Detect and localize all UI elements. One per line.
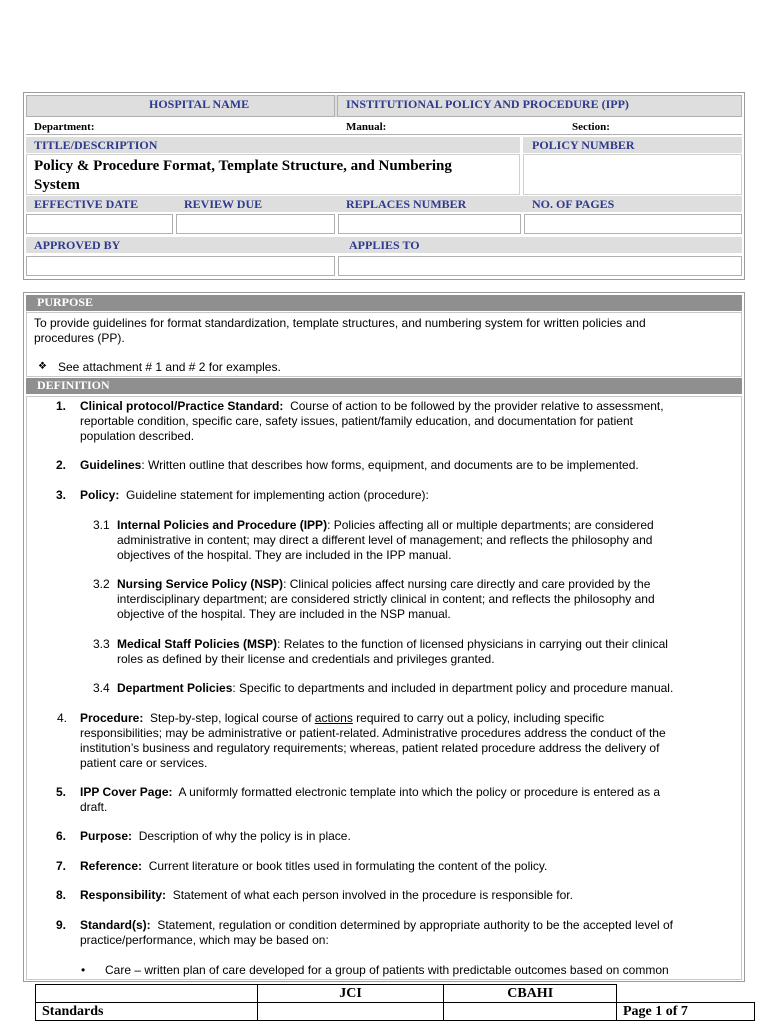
replaces-number-label: REPLACES NUMBER (346, 197, 467, 211)
def-5-line2: draft. (80, 800, 108, 814)
footer-jci-value (257, 1003, 444, 1021)
def-9-num: 9. (56, 918, 67, 932)
def-6-line1 (80, 829, 351, 844)
footer-page-number: Page 1 of 7 (617, 1003, 755, 1021)
replaces-number-cell (338, 214, 521, 234)
footer-empty-cell-2 (617, 985, 755, 1003)
def-6-text: Description of why the policy is in place. (138, 829, 351, 843)
def-7-term: Reference: (80, 859, 143, 873)
sub-3-3-line2: roles as defined by their license and credentials and privileges granted. (117, 652, 495, 666)
sub-3-1-num: 3.1 (93, 518, 110, 532)
sub-3-2-text: : Clinical policies affect nursing care directly and care provided by the (283, 577, 651, 591)
def-4-line3: institution’s business and regulatory requirements; whereas, patient related procedure address the delivery of (80, 741, 660, 755)
def-8-line1 (80, 888, 573, 903)
sub-3-1-line2: administrative in content; may direct a different level of management; and reflects the philosophy and (117, 533, 653, 547)
def-1-num: 1. (56, 399, 67, 413)
footer-jci: JCI (257, 985, 444, 1003)
effective-date-label: EFFECTIVE DATE (34, 197, 139, 211)
approved-by-cell (26, 256, 335, 276)
def-8-text: Statement of what each person involved in the procedure is responsible for. (172, 888, 573, 902)
document-title-line2: System (34, 177, 80, 193)
section-label: Section: (572, 121, 610, 133)
footer-empty-cell (36, 985, 258, 1003)
def-4-line2: responsibilities; may be administrative or patient-related. Administrative procedures address the conduct of the (80, 726, 666, 740)
sub-3-1-line1 (117, 518, 654, 533)
def-2-text: : Written outline that describes how forms, equipment, and documents are to be implemented. (141, 458, 639, 472)
sub-3-3-term: Medical Staff Policies (MSP) (117, 637, 278, 651)
sub-3-4-text: : Specific to departments and included in department policy and procedure manual. (232, 681, 674, 695)
sub-3-4-line1 (117, 681, 673, 696)
def-6-num: 6. (56, 829, 67, 843)
applies-to-cell (338, 256, 742, 276)
def-5-line1 (80, 785, 660, 800)
def-9-term: Standard(s): (80, 918, 151, 932)
def-5-num: 5. (56, 785, 67, 799)
def-9-text: Statement, regulation or condition determined by appropriate authority to be the accepted level of (157, 918, 673, 932)
no-of-pages-cell (524, 214, 742, 234)
def-1-line2: reportable condition, specific care, safety issues, patient/family education, and documentation for patient (80, 414, 633, 428)
sub-3-1-line3: objectives of the hospital. They are included in the IPP manual. (117, 548, 452, 562)
sub-3-3-line1 (117, 637, 668, 652)
purpose-bullet: See attachment # 1 and # 2 for examples. (58, 360, 281, 374)
def-9-line1 (80, 918, 673, 933)
divider (26, 134, 742, 135)
def-7-line1 (80, 859, 547, 874)
approved-by-label: APPROVED BY (34, 238, 121, 252)
def-4-line4: patient care or services. (80, 756, 208, 770)
def-1-term: Clinical protocol/Practice Standard: (80, 399, 284, 413)
def-3-num: 3. (56, 488, 67, 502)
def-4-text-b: required to carry out a policy, including specific (356, 711, 605, 725)
purpose-line2: procedures (PP). (34, 331, 125, 345)
def-6-term: Purpose: (80, 829, 133, 843)
def-7-text: Current literature or book titles used in formulating the content of the policy. (148, 859, 548, 873)
def-8-term: Responsibility: (80, 888, 167, 902)
def-4-num: 4. (57, 711, 68, 725)
sub-3-2-term: Nursing Service Policy (NSP) (117, 577, 284, 591)
def-7-num: 7. (56, 859, 67, 873)
department-label: Department: (34, 121, 95, 133)
purpose-heading: PURPOSE (26, 295, 742, 311)
effective-date-cell (26, 214, 173, 234)
def-4-line1 (80, 711, 604, 726)
def-3-line1 (80, 488, 429, 503)
def-4-term: Procedure: (80, 711, 144, 725)
def-2-term: Guidelines (80, 458, 142, 472)
def-8-num: 8. (56, 888, 67, 902)
def-9-line2: practice/performance, which may be based on: (80, 933, 329, 947)
applies-to-label: APPLIES TO (349, 238, 420, 252)
def-5-term: IPP Cover Page: (80, 785, 173, 799)
title-description-label: TITLE/DESCRIPTION (34, 138, 158, 152)
sub-3-2-line1 (117, 577, 650, 592)
ipp-title: INSTITUTIONAL POLICY AND PROCEDURE (IPP) (346, 97, 629, 111)
def-5-text: A uniformly formatted electronic template into which the policy or procedure is entered as a (178, 785, 661, 799)
def-3-term: Policy: (80, 488, 120, 502)
footer-table (35, 984, 755, 1021)
purpose-bullet-icon: ❖ (38, 361, 47, 372)
def-2-line1 (80, 458, 639, 473)
definition-heading: DEFINITION (26, 378, 742, 394)
sub-3-2-line2: interdisciplinary department; are considered strictly clinical in content; and reflects the philosophy and (117, 592, 655, 606)
sub-3-1-text: : Policies affecting all or multiple departments; are considered (327, 518, 654, 532)
sub-3-4-term: Department Policies (117, 681, 233, 695)
manual-label: Manual: (346, 121, 387, 133)
no-of-pages-label: NO. OF PAGES (532, 197, 615, 211)
policy-number-cell (523, 154, 742, 195)
footer-cbahi: CBAHI (444, 985, 617, 1003)
def-1-line3: population described. (80, 429, 195, 443)
sub-3-3-text: : Relates to the function of licensed physicians in carrying out their clinical (277, 637, 668, 651)
footer-cbahi-value (444, 1003, 617, 1021)
sub-3-2-line3: objective of the hospital. They are included in the NSP manual. (117, 607, 451, 621)
def-3-text: Guideline statement for implementing action (procedure): (126, 488, 429, 502)
review-due-label: REVIEW DUE (184, 197, 263, 211)
footer-standards: Standards (36, 1003, 258, 1021)
sub-3-2-num: 3.2 (93, 577, 110, 591)
def-2-num: 2. (56, 458, 67, 472)
care-bullet-text: Care – written plan of care developed for a group of patients with predictable outcomes based on common (105, 963, 669, 977)
def-4-text-a: Step-by-step, logical course of (150, 711, 312, 725)
def-1-line1 (80, 399, 664, 414)
def-1-text: Course of action to be followed by the provider relative to assessment, (290, 399, 664, 413)
review-due-cell (176, 214, 335, 234)
document-title-line1: Policy & Procedure Format, Template Structure, and Numbering (34, 158, 452, 174)
care-bullet-icon: • (81, 963, 86, 977)
sub-3-3-num: 3.3 (93, 637, 110, 651)
def-4-actions: actions (314, 711, 353, 725)
sub-3-1-term: Internal Policies and Procedure (IPP) (117, 518, 328, 532)
hospital-name: HOSPITAL NAME (149, 97, 250, 111)
sub-3-4-num: 3.4 (93, 681, 110, 695)
policy-number-label: POLICY NUMBER (532, 138, 635, 152)
purpose-line1: To provide guidelines for format standardization, template structures, and numbering system for written policies and (34, 316, 646, 330)
